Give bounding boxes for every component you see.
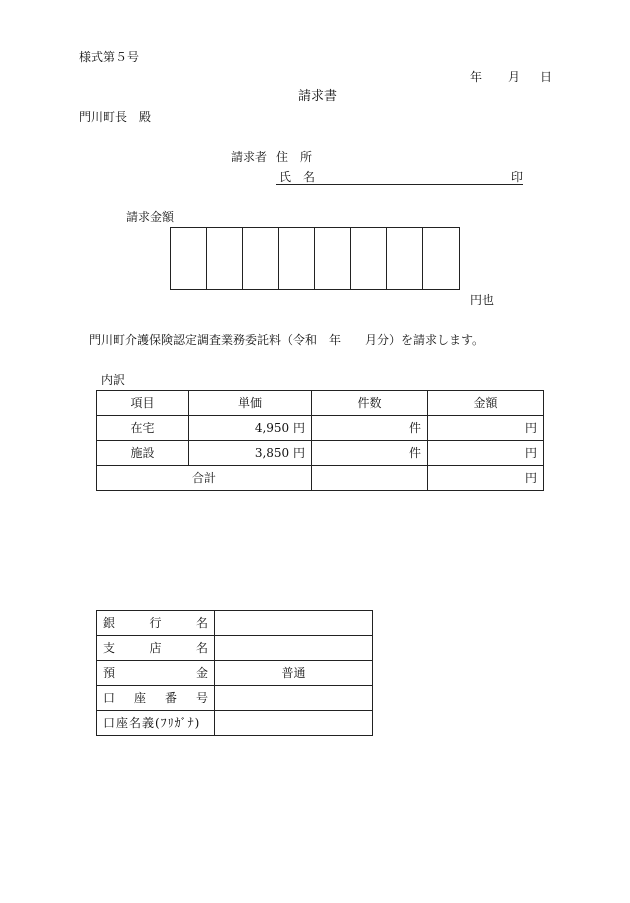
header-amount: 金額 [428, 391, 544, 416]
table-row [97, 441, 544, 466]
bank-row-account-holder [97, 711, 373, 736]
bank-row-account-number [97, 686, 373, 711]
row-amount[interactable]: 円 [428, 441, 544, 466]
amount-suffix: 円也 [470, 293, 495, 307]
digit-divider [206, 228, 207, 289]
document-title: 請求書 [298, 89, 338, 104]
total-amount[interactable]: 円 [428, 466, 544, 491]
row-unit-price: 4,950 円 [189, 416, 312, 441]
account-holder-label: 口座名義(ﾌﾘｶﾞﾅ) [97, 711, 215, 736]
row-amount[interactable]: 円 [428, 416, 544, 441]
breakdown-header-row [97, 391, 544, 416]
claimant-label: 請求者 [231, 150, 268, 164]
table-row [97, 416, 544, 441]
row-unit-price: 3,850 円 [189, 441, 312, 466]
bank-row-deposit-type [97, 661, 373, 686]
digit-divider [314, 228, 315, 289]
date-month: 月 [508, 70, 521, 84]
breakdown-table [96, 390, 544, 491]
breakdown-label: 内訳 [101, 373, 126, 387]
row-item: 在宅 [97, 416, 189, 441]
address-label: 住 所 [276, 150, 313, 164]
name-label: 氏 名 [279, 170, 316, 184]
header-item: 項目 [97, 391, 189, 416]
date-year: 年 [470, 70, 483, 84]
digit-divider [422, 228, 423, 289]
count-unit: 件 [408, 421, 421, 435]
header-count: 件数 [312, 391, 428, 416]
amount-digit-boxes [170, 227, 460, 290]
total-count[interactable] [312, 466, 428, 491]
date-day: 日 [540, 70, 553, 84]
account-number-field[interactable] [215, 686, 373, 711]
count-unit: 件 [408, 446, 421, 460]
deposit-type-label: 預 金 [97, 661, 215, 686]
account-number-label: 口 座 番 号 [97, 686, 215, 711]
seal-mark: 印 [511, 170, 524, 184]
digit-divider [386, 228, 387, 289]
digit-divider [242, 228, 243, 289]
bank-table [96, 610, 373, 736]
digit-divider [278, 228, 279, 289]
total-row [97, 466, 544, 491]
form-number: 様式第５号 [79, 50, 140, 64]
bank-row-branch [97, 636, 373, 661]
account-holder-field[interactable] [215, 711, 373, 736]
row-count[interactable] [312, 416, 428, 441]
branch-name-label: 支 店 名 [97, 636, 215, 661]
addressee: 門川町長 殿 [79, 110, 152, 124]
name-underline [276, 184, 523, 185]
total-label: 合計 [97, 466, 312, 491]
bank-row-bank-name [97, 611, 373, 636]
bank-name-label: 銀 行 名 [97, 611, 215, 636]
branch-name-field[interactable] [215, 636, 373, 661]
header-unit-price: 単価 [189, 391, 312, 416]
row-item: 施設 [97, 441, 189, 466]
row-count[interactable] [312, 441, 428, 466]
deposit-type-field[interactable]: 普通 [215, 661, 373, 686]
digit-divider [350, 228, 351, 289]
amount-label: 請求金額 [126, 210, 175, 224]
bank-name-field[interactable] [215, 611, 373, 636]
request-statement: 門川町介護保険認定調査業務委託料（令和 年 月分）を請求します。 [89, 333, 485, 347]
